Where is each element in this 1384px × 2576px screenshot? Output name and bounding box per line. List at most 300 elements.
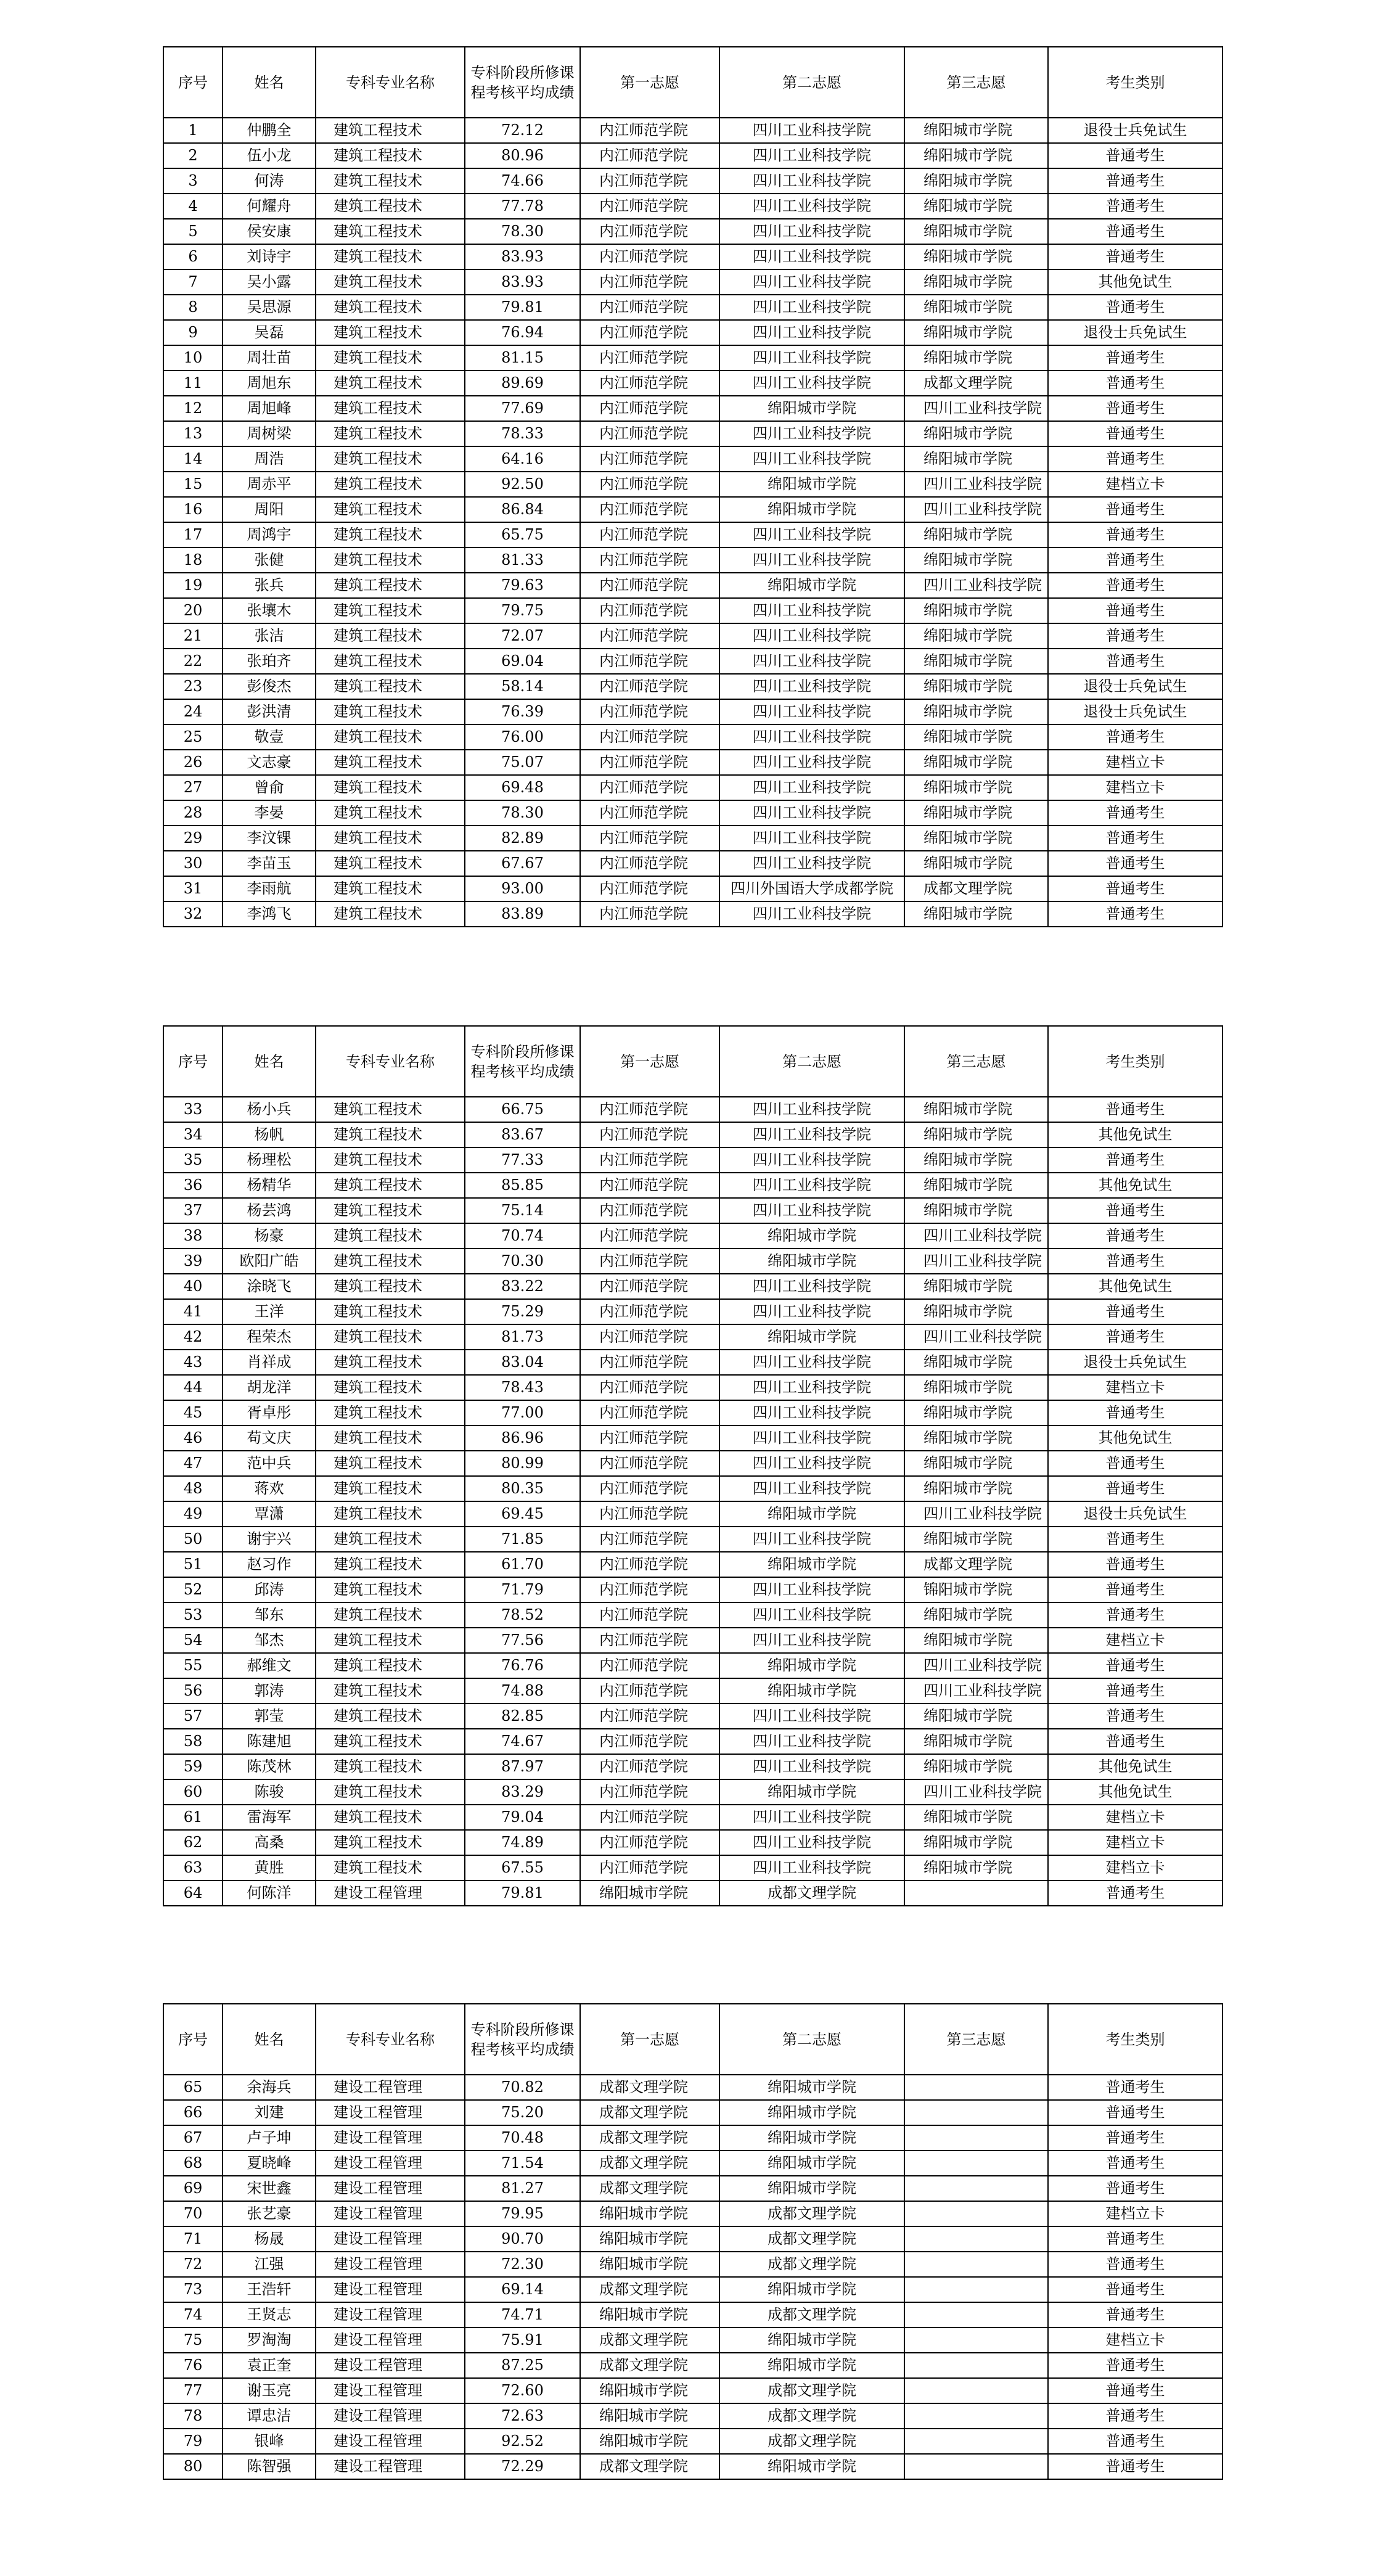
column-header-major-name: 专科专业名称 <box>316 47 465 118</box>
column-header-first-choice: 第一志愿 <box>580 2004 719 2075</box>
cell-major-name: 建筑工程技术 <box>316 1501 465 1527</box>
table-row <box>163 623 1222 649</box>
cell-major-name: 建筑工程技术 <box>316 1299 465 1324</box>
cell-student-name: 周阳 <box>223 497 316 522</box>
cell-student-name: 邹东 <box>223 1602 316 1628</box>
cell-second-choice: 四川工业科技学院 <box>719 548 904 573</box>
table-row <box>163 472 1222 497</box>
cell-major-name: 建筑工程技术 <box>316 1147 465 1173</box>
cell-first-choice: 内江师范学院 <box>580 1274 719 1299</box>
cell-row-number: 34 <box>163 1122 223 1147</box>
table-row <box>163 1830 1222 1855</box>
column-header-third-choice: 第三志愿 <box>904 47 1048 118</box>
cell-major-name: 建筑工程技术 <box>316 1425 465 1451</box>
cell-candidate-category: 普通考生 <box>1048 2125 1222 2151</box>
cell-candidate-category: 普通考生 <box>1048 724 1222 750</box>
cell-first-choice: 内江师范学院 <box>580 371 719 396</box>
cell-candidate-category: 普通考生 <box>1048 1577 1222 1602</box>
cell-average-score: 77.00 <box>465 1400 580 1425</box>
cell-average-score: 83.89 <box>465 901 580 927</box>
cell-first-choice: 内江师范学院 <box>580 1653 719 1678</box>
cell-third-choice <box>904 2226 1048 2252</box>
cell-second-choice: 绵阳城市学院 <box>719 1678 904 1704</box>
cell-student-name: 夏晓峰 <box>223 2151 316 2176</box>
cell-third-choice: 绵阳城市学院 <box>904 1527 1048 1552</box>
cell-average-score: 83.04 <box>465 1350 580 1375</box>
cell-row-number: 15 <box>163 472 223 497</box>
cell-student-name: 李苗玉 <box>223 851 316 876</box>
cell-third-choice: 绵阳城市学院 <box>904 1805 1048 1830</box>
cell-major-name: 建筑工程技术 <box>316 1805 465 1830</box>
table-row <box>163 826 1222 851</box>
cell-first-choice: 内江师范学院 <box>580 345 719 371</box>
cell-second-choice: 四川工业科技学院 <box>719 1754 904 1779</box>
cell-second-choice: 四川工业科技学院 <box>719 649 904 674</box>
cell-row-number: 49 <box>163 1501 223 1527</box>
cell-second-choice: 四川工业科技学院 <box>719 901 904 927</box>
cell-student-name: 曾俞 <box>223 775 316 800</box>
cell-second-choice: 成都文理学院 <box>719 2403 904 2429</box>
cell-third-choice <box>904 2378 1048 2403</box>
cell-first-choice: 内江师范学院 <box>580 598 719 623</box>
cell-average-score: 81.73 <box>465 1324 580 1350</box>
table-row <box>163 421 1222 446</box>
results-table-3 <box>163 2003 1223 2480</box>
cell-student-name: 蒋欢 <box>223 1476 316 1501</box>
cell-student-name: 陈茂林 <box>223 1754 316 1779</box>
table-row <box>163 446 1222 472</box>
cell-second-choice: 四川工业科技学院 <box>719 724 904 750</box>
cell-first-choice: 绵阳城市学院 <box>580 2302 719 2328</box>
cell-candidate-category: 其他免试生 <box>1048 1173 1222 1198</box>
cell-average-score: 87.97 <box>465 1754 580 1779</box>
cell-first-choice: 成都文理学院 <box>580 2125 719 2151</box>
cell-row-number: 4 <box>163 194 223 219</box>
cell-average-score: 69.48 <box>465 775 580 800</box>
table-row <box>163 901 1222 927</box>
cell-first-choice: 内江师范学院 <box>580 548 719 573</box>
cell-third-choice: 绵阳城市学院 <box>904 1375 1048 1400</box>
cell-major-name: 建筑工程技术 <box>316 1602 465 1628</box>
cell-student-name: 何耀舟 <box>223 194 316 219</box>
cell-second-choice: 四川工业科技学院 <box>719 522 904 548</box>
cell-major-name: 建筑工程技术 <box>316 1249 465 1274</box>
cell-student-name: 张艺豪 <box>223 2201 316 2226</box>
cell-first-choice: 内江师范学院 <box>580 1501 719 1527</box>
cell-student-name: 李晏 <box>223 800 316 826</box>
cell-row-number: 9 <box>163 320 223 345</box>
cell-second-choice: 四川工业科技学院 <box>719 800 904 826</box>
table-row <box>163 320 1222 345</box>
cell-row-number: 11 <box>163 371 223 396</box>
table-row <box>163 2100 1222 2125</box>
cell-row-number: 20 <box>163 598 223 623</box>
cell-first-choice: 内江师范学院 <box>580 826 719 851</box>
cell-third-choice: 绵阳城市学院 <box>904 244 1048 269</box>
cell-row-number: 21 <box>163 623 223 649</box>
cell-candidate-category: 普通考生 <box>1048 295 1222 320</box>
cell-student-name: 周鸿宇 <box>223 522 316 548</box>
cell-average-score: 69.45 <box>465 1501 580 1527</box>
cell-student-name: 苟文庆 <box>223 1425 316 1451</box>
cell-student-name: 银峰 <box>223 2429 316 2454</box>
cell-second-choice: 绵阳城市学院 <box>719 1324 904 1350</box>
cell-third-choice: 绵阳城市学院 <box>904 1097 1048 1122</box>
cell-third-choice: 绵阳城市学院 <box>904 750 1048 775</box>
cell-average-score: 77.69 <box>465 396 580 421</box>
cell-second-choice: 四川工业科技学院 <box>719 1602 904 1628</box>
cell-candidate-category: 普通考生 <box>1048 851 1222 876</box>
cell-row-number: 26 <box>163 750 223 775</box>
cell-first-choice: 内江师范学院 <box>580 1704 719 1729</box>
cell-first-choice: 内江师范学院 <box>580 1299 719 1324</box>
cell-second-choice: 成都文理学院 <box>719 1881 904 1906</box>
cell-candidate-category: 其他免试生 <box>1048 1754 1222 1779</box>
cell-student-name: 陈骏 <box>223 1779 316 1805</box>
cell-first-choice: 内江师范学院 <box>580 219 719 244</box>
cell-row-number: 65 <box>163 2075 223 2100</box>
cell-average-score: 83.93 <box>465 244 580 269</box>
cell-first-choice: 内江师范学院 <box>580 1729 719 1754</box>
table-row <box>163 2403 1222 2429</box>
cell-second-choice: 绵阳城市学院 <box>719 2125 904 2151</box>
cell-major-name: 建筑工程技术 <box>316 1451 465 1476</box>
table-row <box>163 1779 1222 1805</box>
cell-major-name: 建筑工程技术 <box>316 295 465 320</box>
cell-first-choice: 内江师范学院 <box>580 1754 719 1779</box>
cell-first-choice: 成都文理学院 <box>580 2277 719 2302</box>
cell-student-name: 郝维文 <box>223 1653 316 1678</box>
cell-major-name: 建筑工程技术 <box>316 1678 465 1704</box>
cell-row-number: 41 <box>163 1299 223 1324</box>
cell-candidate-category: 普通考生 <box>1048 1678 1222 1704</box>
cell-candidate-category: 普通考生 <box>1048 168 1222 194</box>
cell-student-name: 谢宇兴 <box>223 1527 316 1552</box>
cell-row-number: 75 <box>163 2328 223 2353</box>
cell-second-choice: 绵阳城市学院 <box>719 2176 904 2201</box>
cell-third-choice: 四川工业科技学院 <box>904 472 1048 497</box>
cell-candidate-category: 建档立卡 <box>1048 775 1222 800</box>
cell-major-name: 建筑工程技术 <box>316 800 465 826</box>
cell-row-number: 5 <box>163 219 223 244</box>
cell-second-choice: 成都文理学院 <box>719 2226 904 2252</box>
cell-candidate-category: 建档立卡 <box>1048 1628 1222 1653</box>
cell-major-name: 建筑工程技术 <box>316 1729 465 1754</box>
cell-row-number: 29 <box>163 826 223 851</box>
cell-third-choice: 绵阳城市学院 <box>904 775 1048 800</box>
cell-row-number: 64 <box>163 1881 223 1906</box>
cell-first-choice: 绵阳城市学院 <box>580 2429 719 2454</box>
cell-student-name: 涂晓飞 <box>223 1274 316 1299</box>
cell-third-choice <box>904 2403 1048 2429</box>
cell-major-name: 建筑工程技术 <box>316 699 465 724</box>
cell-second-choice: 绵阳城市学院 <box>719 2277 904 2302</box>
cell-major-name: 建筑工程技术 <box>316 876 465 901</box>
cell-first-choice: 成都文理学院 <box>580 2151 719 2176</box>
cell-row-number: 67 <box>163 2125 223 2151</box>
table-row <box>163 1501 1222 1527</box>
cell-third-choice: 四川工业科技学院 <box>904 1223 1048 1249</box>
cell-third-choice: 锦阳城市学院 <box>904 1577 1048 1602</box>
cell-candidate-category: 普通考生 <box>1048 1097 1222 1122</box>
cell-first-choice: 成都文理学院 <box>580 2075 719 2100</box>
cell-second-choice: 四川工业科技学院 <box>719 1274 904 1299</box>
cell-first-choice: 内江师范学院 <box>580 1147 719 1173</box>
cell-average-score: 80.96 <box>465 143 580 168</box>
cell-average-score: 83.93 <box>465 269 580 295</box>
cell-row-number: 42 <box>163 1324 223 1350</box>
cell-candidate-category: 建档立卡 <box>1048 1805 1222 1830</box>
cell-major-name: 建设工程管理 <box>316 2429 465 2454</box>
cell-third-choice: 绵阳城市学院 <box>904 826 1048 851</box>
table-row <box>163 1223 1222 1249</box>
cell-second-choice: 四川外国语大学成都学院 <box>719 876 904 901</box>
cell-major-name: 建筑工程技术 <box>316 345 465 371</box>
cell-first-choice: 内江师范学院 <box>580 244 719 269</box>
cell-average-score: 92.50 <box>465 472 580 497</box>
cell-student-name: 王浩轩 <box>223 2277 316 2302</box>
cell-second-choice: 绵阳城市学院 <box>719 2100 904 2125</box>
cell-average-score: 74.71 <box>465 2302 580 2328</box>
cell-candidate-category: 普通考生 <box>1048 194 1222 219</box>
table-row <box>163 1350 1222 1375</box>
cell-average-score: 75.14 <box>465 1198 580 1223</box>
cell-third-choice <box>904 2100 1048 2125</box>
cell-second-choice: 四川工业科技学院 <box>719 1805 904 1830</box>
cell-candidate-category: 普通考生 <box>1048 143 1222 168</box>
table-row <box>163 1552 1222 1577</box>
table-row <box>163 1704 1222 1729</box>
cell-average-score: 74.67 <box>465 1729 580 1754</box>
table-row <box>163 573 1222 598</box>
cell-candidate-category: 建档立卡 <box>1048 2328 1222 2353</box>
cell-second-choice: 四川工业科技学院 <box>719 1147 904 1173</box>
cell-row-number: 40 <box>163 1274 223 1299</box>
cell-row-number: 78 <box>163 2403 223 2429</box>
column-header-first-choice: 第一志愿 <box>580 47 719 118</box>
cell-candidate-category: 普通考生 <box>1048 1704 1222 1729</box>
cell-average-score: 85.85 <box>465 1173 580 1198</box>
cell-major-name: 建筑工程技术 <box>316 750 465 775</box>
cell-major-name: 建设工程管理 <box>316 2277 465 2302</box>
cell-average-score: 75.20 <box>465 2100 580 2125</box>
cell-average-score: 70.30 <box>465 1249 580 1274</box>
cell-first-choice: 内江师范学院 <box>580 1678 719 1704</box>
table-row <box>163 522 1222 548</box>
cell-row-number: 53 <box>163 1602 223 1628</box>
table-row <box>163 750 1222 775</box>
cell-candidate-category: 建档立卡 <box>1048 2201 1222 2226</box>
cell-second-choice: 绵阳城市学院 <box>719 497 904 522</box>
cell-candidate-category: 退役士兵免试生 <box>1048 320 1222 345</box>
cell-major-name: 建筑工程技术 <box>316 1552 465 1577</box>
cell-average-score: 69.14 <box>465 2277 580 2302</box>
cell-student-name: 余海兵 <box>223 2075 316 2100</box>
cell-third-choice: 成都文理学院 <box>904 876 1048 901</box>
cell-row-number: 19 <box>163 573 223 598</box>
cell-second-choice: 四川工业科技学院 <box>719 194 904 219</box>
column-header-second-choice: 第二志愿 <box>719 1026 904 1097</box>
cell-candidate-category: 普通考生 <box>1048 876 1222 901</box>
column-header-average-score: 专科阶段所修课程考核平均成绩 <box>465 1026 580 1097</box>
table-row <box>163 1249 1222 1274</box>
table-row <box>163 775 1222 800</box>
cell-student-name: 郭莹 <box>223 1704 316 1729</box>
cell-student-name: 杨晟 <box>223 2226 316 2252</box>
cell-major-name: 建筑工程技术 <box>316 598 465 623</box>
cell-major-name: 建设工程管理 <box>316 2100 465 2125</box>
cell-second-choice: 四川工业科技学院 <box>719 1400 904 1425</box>
table-row <box>163 1881 1222 1906</box>
cell-major-name: 建筑工程技术 <box>316 1830 465 1855</box>
cell-row-number: 60 <box>163 1779 223 1805</box>
cell-candidate-category: 普通考生 <box>1048 345 1222 371</box>
table-row <box>163 1451 1222 1476</box>
table-row <box>163 724 1222 750</box>
cell-second-choice: 绵阳城市学院 <box>719 472 904 497</box>
cell-student-name: 吴小露 <box>223 269 316 295</box>
cell-student-name: 杨理松 <box>223 1147 316 1173</box>
cell-first-choice: 绵阳城市学院 <box>580 1881 719 1906</box>
cell-student-name: 张健 <box>223 548 316 573</box>
table-row <box>163 118 1222 143</box>
cell-student-name: 谢玉亮 <box>223 2378 316 2403</box>
cell-major-name: 建筑工程技术 <box>316 269 465 295</box>
cell-third-choice: 绵阳城市学院 <box>904 1122 1048 1147</box>
column-header-major-name: 专科专业名称 <box>316 1026 465 1097</box>
cell-third-choice: 绵阳城市学院 <box>904 1729 1048 1754</box>
cell-average-score: 76.94 <box>465 320 580 345</box>
cell-row-number: 33 <box>163 1097 223 1122</box>
cell-student-name: 卢子坤 <box>223 2125 316 2151</box>
cell-average-score: 79.04 <box>465 1805 580 1830</box>
cell-average-score: 66.75 <box>465 1097 580 1122</box>
cell-major-name: 建筑工程技术 <box>316 446 465 472</box>
cell-average-score: 83.67 <box>465 1122 580 1147</box>
cell-row-number: 23 <box>163 674 223 699</box>
cell-first-choice: 绵阳城市学院 <box>580 2201 719 2226</box>
cell-second-choice: 四川工业科技学院 <box>719 1097 904 1122</box>
cell-average-score: 69.04 <box>465 649 580 674</box>
cell-average-score: 67.67 <box>465 851 580 876</box>
cell-student-name: 邹杰 <box>223 1628 316 1653</box>
cell-student-name: 敬壹 <box>223 724 316 750</box>
cell-first-choice: 内江师范学院 <box>580 1805 719 1830</box>
cell-candidate-category: 建档立卡 <box>1048 1375 1222 1400</box>
cell-row-number: 51 <box>163 1552 223 1577</box>
cell-average-score: 81.33 <box>465 548 580 573</box>
cell-candidate-category: 建档立卡 <box>1048 472 1222 497</box>
cell-candidate-category: 普通考生 <box>1048 2429 1222 2454</box>
cell-student-name: 刘诗宇 <box>223 244 316 269</box>
cell-second-choice: 成都文理学院 <box>719 2252 904 2277</box>
cell-candidate-category: 普通考生 <box>1048 2302 1222 2328</box>
cell-row-number: 77 <box>163 2378 223 2403</box>
cell-major-name: 建筑工程技术 <box>316 826 465 851</box>
cell-major-name: 建设工程管理 <box>316 2302 465 2328</box>
cell-row-number: 25 <box>163 724 223 750</box>
cell-first-choice: 成都文理学院 <box>580 2328 719 2353</box>
cell-student-name: 文志豪 <box>223 750 316 775</box>
cell-second-choice: 四川工业科技学院 <box>719 1476 904 1501</box>
table-row <box>163 1476 1222 1501</box>
table-row <box>163 800 1222 826</box>
cell-first-choice: 内江师范学院 <box>580 320 719 345</box>
cell-major-name: 建筑工程技术 <box>316 1855 465 1881</box>
cell-second-choice: 四川工业科技学院 <box>719 598 904 623</box>
cell-third-choice <box>904 1881 1048 1906</box>
column-header-student-name: 姓名 <box>223 1026 316 1097</box>
cell-row-number: 62 <box>163 1830 223 1855</box>
cell-first-choice: 内江师范学院 <box>580 750 719 775</box>
cell-candidate-category: 普通考生 <box>1048 1552 1222 1577</box>
cell-average-score: 92.52 <box>465 2429 580 2454</box>
cell-candidate-category: 普通考生 <box>1048 1400 1222 1425</box>
cell-row-number: 61 <box>163 1805 223 1830</box>
cell-second-choice: 四川工业科技学院 <box>719 269 904 295</box>
cell-average-score: 74.89 <box>465 1830 580 1855</box>
cell-second-choice: 四川工业科技学院 <box>719 446 904 472</box>
column-header-row-number: 序号 <box>163 2004 223 2075</box>
cell-major-name: 建筑工程技术 <box>316 775 465 800</box>
cell-candidate-category: 普通考生 <box>1048 800 1222 826</box>
cell-major-name: 建筑工程技术 <box>316 522 465 548</box>
cell-major-name: 建设工程管理 <box>316 2454 465 2479</box>
cell-major-name: 建筑工程技术 <box>316 1173 465 1198</box>
cell-first-choice: 内江师范学院 <box>580 699 719 724</box>
table-header-row <box>163 2004 1222 2075</box>
table-row <box>163 1324 1222 1350</box>
table-row <box>163 1527 1222 1552</box>
cell-candidate-category: 其他免试生 <box>1048 269 1222 295</box>
column-header-third-choice: 第三志愿 <box>904 1026 1048 1097</box>
cell-row-number: 2 <box>163 143 223 168</box>
cell-student-name: 何陈洋 <box>223 1881 316 1906</box>
cell-student-name: 张洁 <box>223 623 316 649</box>
cell-major-name: 建筑工程技术 <box>316 1274 465 1299</box>
table-row <box>163 2201 1222 2226</box>
column-header-first-choice: 第一志愿 <box>580 1026 719 1097</box>
cell-third-choice: 四川工业科技学院 <box>904 396 1048 421</box>
cell-second-choice: 四川工业科技学院 <box>719 1628 904 1653</box>
cell-row-number: 38 <box>163 1223 223 1249</box>
cell-average-score: 83.29 <box>465 1779 580 1805</box>
cell-third-choice <box>904 2429 1048 2454</box>
cell-major-name: 建筑工程技术 <box>316 901 465 927</box>
cell-candidate-category: 普通考生 <box>1048 2226 1222 2252</box>
cell-candidate-category: 普通考生 <box>1048 1324 1222 1350</box>
cell-candidate-category: 普通考生 <box>1048 826 1222 851</box>
cell-row-number: 13 <box>163 421 223 446</box>
cell-second-choice: 四川工业科技学院 <box>719 219 904 244</box>
cell-major-name: 建筑工程技术 <box>316 674 465 699</box>
table-row <box>163 649 1222 674</box>
cell-student-name: 周浩 <box>223 446 316 472</box>
cell-first-choice: 内江师范学院 <box>580 1527 719 1552</box>
cell-candidate-category: 普通考生 <box>1048 2176 1222 2201</box>
cell-average-score: 80.99 <box>465 1451 580 1476</box>
cell-first-choice: 内江师范学院 <box>580 396 719 421</box>
cell-third-choice: 四川工业科技学院 <box>904 1678 1048 1704</box>
cell-third-choice <box>904 2075 1048 2100</box>
cell-first-choice: 内江师范学院 <box>580 194 719 219</box>
cell-third-choice: 绵阳城市学院 <box>904 194 1048 219</box>
cell-third-choice: 四川工业科技学院 <box>904 1324 1048 1350</box>
cell-third-choice: 四川工业科技学院 <box>904 1249 1048 1274</box>
cell-student-name: 杨帆 <box>223 1122 316 1147</box>
cell-row-number: 18 <box>163 548 223 573</box>
cell-row-number: 45 <box>163 1400 223 1425</box>
